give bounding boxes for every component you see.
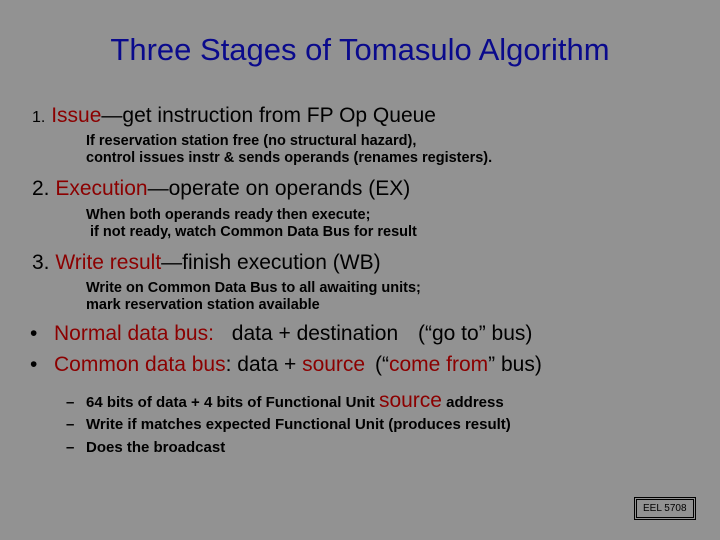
stage-1-detail-1: If reservation station free (no structural hazard), — [86, 133, 417, 149]
stage-1-desc: —get instruction from FP Op Queue — [101, 104, 436, 127]
bullet-marker: • — [30, 322, 38, 345]
sub-point-2 — [66, 416, 511, 433]
dash-marker: – — [66, 394, 75, 411]
dash-marker: – — [66, 416, 75, 433]
bullet-2-colon: : — [225, 353, 232, 376]
stage-3-detail-1: Write on Common Data Bus to all awaiting units; — [86, 280, 421, 296]
stage-3-desc: —finish execution (WB) — [161, 251, 381, 274]
stage-1-detail-2: control issues instr & sends operands (renames registers). — [86, 150, 493, 166]
stage-2-heading — [32, 177, 410, 201]
bullet-common-data-bus — [30, 353, 542, 377]
stage-2-detail-1: When both operands ready then execute; — [86, 207, 371, 223]
stage-3-name: Write result — [55, 251, 162, 274]
sub-point-1 — [66, 389, 504, 413]
stage-2-number: 2. — [32, 177, 50, 200]
stage-1-heading — [32, 104, 436, 128]
bullet-2-pre: data + — [231, 353, 303, 376]
stage-2-detail-2: if not ready, watch Common Data Bus for result — [86, 224, 417, 240]
bullet-2-note-close: ” bus) — [488, 353, 542, 376]
bullet-normal-data-bus — [30, 322, 532, 346]
stage-2-name: Execution — [55, 177, 148, 200]
stage-1-number: 1. — [32, 109, 46, 126]
stage-3-number: 3. — [32, 251, 50, 274]
stage-1-name: Issue — [51, 104, 102, 127]
stage-3-heading — [32, 251, 381, 275]
course-stamp: EEL 5708 — [634, 497, 696, 520]
sub-point-2-text: Write if matches expected Functional Unit (produces result) — [86, 416, 511, 433]
bullet-marker: • — [30, 353, 38, 376]
bullet-2-come-from: come from — [388, 353, 489, 376]
bullet-2-label: Common data bus — [54, 353, 226, 376]
bullet-1-value: data + destination — [231, 322, 399, 345]
sub-point-3-text: Does the broadcast — [86, 439, 226, 456]
bullet-2-source: source — [302, 353, 366, 376]
sub-point-3 — [66, 439, 225, 456]
dash-marker: – — [66, 439, 75, 456]
stage-2-desc: —operate on operands (EX) — [147, 177, 411, 200]
sub-point-1-post: address — [446, 394, 504, 411]
bullet-2-note-open: (“ — [374, 353, 389, 376]
slide-title: Three Stages of Tomasulo Algorithm — [110, 32, 610, 67]
bullet-1-note: (“go to” bus) — [418, 322, 533, 345]
sub-point-1-source: source — [378, 389, 442, 412]
bullet-1-label: Normal data bus: — [54, 322, 214, 345]
stage-3-detail-2: mark reservation station available — [86, 297, 320, 313]
sub-point-1-text: 64 bits of data + 4 bits of Functional Unit — [86, 394, 375, 411]
